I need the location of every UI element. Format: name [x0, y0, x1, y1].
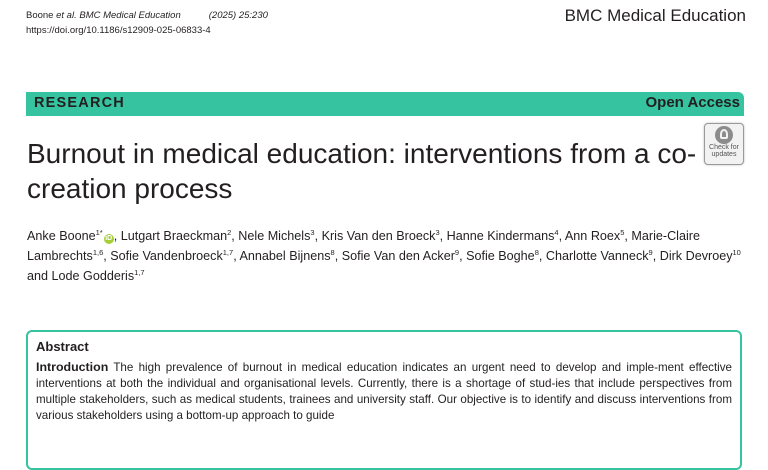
introduction-heading: Introduction — [36, 360, 109, 374]
check-for-updates-button[interactable] — [704, 123, 744, 165]
citation-year: (2025) 25:230 — [208, 10, 268, 21]
author-name[interactable] — [322, 229, 440, 243]
author-name[interactable] — [466, 249, 539, 263]
author-name[interactable] — [238, 229, 314, 243]
open-access-label: Open Access — [645, 94, 740, 111]
author-name[interactable] — [121, 229, 232, 243]
author-affiliation: 3 — [435, 228, 440, 237]
author-affiliation: 9 — [648, 248, 653, 257]
check-updates-label-1: Check for — [709, 144, 739, 151]
author-affiliation: 3 — [310, 228, 315, 237]
author-name-text: Kris Van den Broeck — [321, 229, 436, 243]
citation-journal: et al. BMC Medical Education — [56, 10, 181, 21]
author-affiliation: 2 — [227, 228, 232, 237]
author-affiliation: 8 — [534, 248, 539, 257]
author-name-text: Charlotte Vanneck — [545, 249, 649, 263]
author-name[interactable] — [447, 229, 559, 243]
author-name-text: Hanne Kindermans — [446, 229, 555, 243]
introduction-text: The high prevalence of burnout in medical education indicates an urgent need to develop and imple-ment effective interventions at both the individual and organisational levels. Currently, there is a shortage of stud-ies that include perspectives from multiple stakeholders, such as medical students, trainees and university staff. Our objective is to identify and discuss interventions from various stakeholders using a bottom-up approach to guide — [36, 361, 732, 422]
author-affiliation: 1,6 — [92, 248, 104, 257]
check-updates-icon — [715, 126, 733, 144]
journal-name: BMC Medical Education — [564, 6, 746, 25]
abstract-introduction — [36, 359, 732, 424]
orcid-icon[interactable]: iD — [105, 235, 113, 242]
author-affiliation: 8 — [330, 248, 335, 257]
author-name[interactable] — [110, 249, 233, 263]
author-affiliation: 1,7 — [222, 248, 234, 257]
author-name-text: Ann Roex — [564, 229, 621, 243]
author-name-text: Annabel Bijnens — [239, 249, 331, 263]
author-name-text: Lutgart Braeckman — [120, 229, 228, 243]
citation-author: Boone — [26, 10, 57, 21]
author-name-text: Sofie Vandenbroeck — [110, 249, 223, 263]
author-name-text: Marie-Claire Lambrechts — [27, 229, 700, 263]
abstract-heading: Abstract — [36, 339, 89, 354]
author-name[interactable] — [52, 269, 145, 283]
author-affiliation: 1,7 — [134, 268, 145, 277]
doi-link[interactable]: https://doi.org/10.1186/s12909-025-06833-4 — [26, 25, 211, 36]
citation-block — [26, 8, 268, 38]
author-name[interactable] — [660, 249, 741, 263]
author-name[interactable] — [546, 249, 653, 263]
citation-line — [26, 8, 268, 23]
abstract-box — [26, 330, 742, 470]
author-affiliation: 5 — [620, 228, 625, 237]
author-affiliation: 4 — [554, 228, 559, 237]
author-name-text: Lode Godderis — [51, 269, 135, 283]
author-name-text: Sofie Boghe — [466, 249, 535, 263]
author-affiliation: 10 — [732, 248, 741, 257]
author-affiliation: 1* — [95, 228, 103, 237]
article-type-bar — [26, 92, 744, 116]
article-type: RESEARCH — [34, 95, 125, 111]
author-name-text: Sofie Van den Acker — [341, 249, 455, 263]
author-name[interactable] — [565, 229, 624, 243]
author-name-text: Dirk Devroey — [659, 249, 733, 263]
article-title: Burnout in medical education: interventions from a co-creation process — [27, 138, 697, 204]
author-list: Anke Boone$^{1*}$iD , Lutgart Braeckman$^2$, Nele Michels$^3$, Kris Van den Broeck$^3$, Hanne Kindermans$^4$, Ann Roex$^5$, Marie-Claire Lambrechts$^{1,6}$, Sofie Vandenbroeck$^{1,7}$, Annabel Bijnens$^8$, Sofie Van den Acker$^9$, Sofie Boghe$^8$, Charlotte Vanneck$^9$, Dirk Devroey$^{10}$ and Lode Godderis$^{1,7}$ — [27, 228, 741, 283]
author-name[interactable] — [240, 249, 335, 263]
author-name[interactable] — [342, 249, 459, 263]
author-affiliation: 9 — [454, 248, 460, 257]
author-name-text: Anke Boone — [27, 229, 96, 243]
author-name[interactable] — [27, 229, 114, 243]
author-name-text: Nele Michels — [238, 229, 311, 243]
check-updates-label-2: updates — [711, 151, 737, 158]
